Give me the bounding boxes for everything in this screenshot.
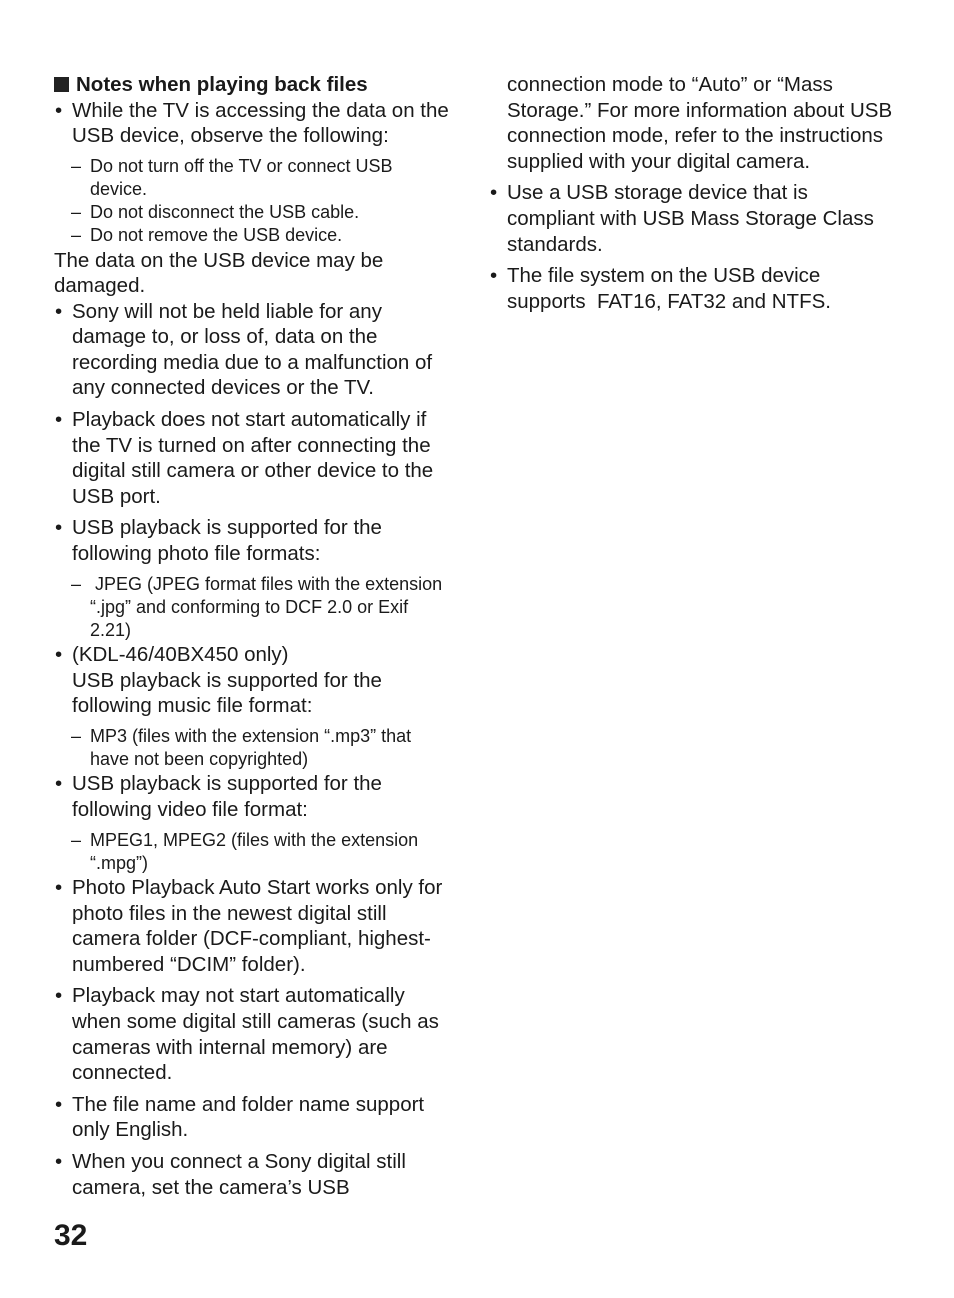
right-column <box>489 72 899 314</box>
sub-list-item-text: Do not turn off the TV or connect USB device. <box>90 155 393 199</box>
sub-list-item <box>54 573 454 643</box>
list-item-text: While the TV is accessing the data on the USB device, observe the following: <box>72 98 449 148</box>
dash-icon: – <box>71 829 82 850</box>
list-item <box>54 875 454 977</box>
list-item-continuation <box>489 72 899 174</box>
sub-list-item-text: MPEG1, MPEG2 (files with the extension “.mpg”) <box>90 829 419 873</box>
dash-icon: – <box>71 155 82 176</box>
list-item-text: USB playback is supported for the following video file format: <box>72 772 382 822</box>
section-heading-text: Notes when playing back files <box>76 73 368 96</box>
dash-icon: – <box>71 573 82 594</box>
square-bullet-icon <box>54 77 69 92</box>
list-item-text: Photo Playback Auto Start works only for photo files in the newest digital still camera folder (DCF-compliant, highest-numbered “DCIM” folder). <box>72 876 443 976</box>
sub-list-item-text: JPEG (JPEG format files with the extension “.jpg” and conforming to DCF 2.0 or Exif 2.21) <box>90 573 448 641</box>
list-item-text: Sony will not be held liable for any damage to, or loss of, data on the recording media due to a malfunction of any connected devices or the TV. <box>72 299 433 400</box>
bullet-icon: • <box>55 643 63 667</box>
bullet-icon: • <box>55 98 63 122</box>
list-item <box>54 771 454 822</box>
list-item <box>54 515 454 566</box>
bullet-icon: • <box>55 772 63 796</box>
list-item-text: The file system on the USB device supports FAT16, FAT32 and NTFS. <box>507 264 831 313</box>
list-item <box>54 98 454 149</box>
sub-list-item <box>54 201 454 224</box>
bullet-icon: • <box>55 516 63 540</box>
list-item-text: connection mode to “Auto” or “Mass Storage.” For more information about USB connection mode, refer to the instructions supplied with your digital camera. <box>507 73 893 173</box>
bullet-icon: • <box>55 1149 63 1173</box>
bullet-icon: • <box>490 181 498 205</box>
page-number: 32 <box>54 1219 88 1252</box>
bullet-icon: • <box>55 1092 63 1116</box>
list-item-text: Playback may not start automatically when some digital still cameras (such as cameras with internal memory) are connected. <box>72 984 439 1085</box>
sub-list-item-text: Do not remove the USB device. <box>90 225 343 246</box>
section-heading <box>54 72 454 98</box>
list-item-text: Use a USB storage device that is compliant with USB Mass Storage Class standards. <box>507 181 874 256</box>
paragraph: The data on the USB device may be damaged. <box>54 248 384 298</box>
list-item <box>54 407 454 509</box>
list-item <box>54 1149 454 1200</box>
sub-list-item-text: MP3 (files with the extension “.mp3” that have not been copyrighted) <box>90 726 412 770</box>
list-item <box>54 299 454 401</box>
list-item-text: When you connect a Sony digital still camera, set the camera’s USB <box>72 1149 406 1199</box>
bullet-icon: • <box>55 984 63 1008</box>
list-item <box>489 263 899 314</box>
list-item <box>54 1092 454 1143</box>
dash-icon: – <box>71 202 82 223</box>
sub-list-item <box>54 224 454 247</box>
bullet-icon: • <box>55 876 63 900</box>
bullet-icon: • <box>490 264 498 288</box>
list-item-text: Playback does not start automatically if the TV is turned on after connecting the digital still camera or other device to the USB port. <box>72 408 434 508</box>
sub-list-item-text: Do not disconnect the USB cable. <box>90 202 360 223</box>
sub-list-item <box>54 725 454 771</box>
list-item-text: USB playback is supported for the following photo file formats: <box>72 516 382 566</box>
list-item-text: The file name and folder name support only English. <box>72 1092 425 1142</box>
left-column <box>54 72 454 1200</box>
list-item <box>489 180 899 257</box>
sub-list-item <box>54 155 454 201</box>
list-item <box>54 642 454 719</box>
bullet-icon: • <box>55 299 63 323</box>
list-item <box>54 983 454 1085</box>
bullet-icon: • <box>55 408 63 432</box>
list-item-text: (KDL-46/40BX450 only) <box>72 643 289 667</box>
sub-list-item <box>54 829 454 875</box>
dash-icon: – <box>71 225 82 246</box>
dash-icon: – <box>71 726 82 747</box>
list-item-text: USB playback is supported for the following music file format: <box>72 668 382 718</box>
